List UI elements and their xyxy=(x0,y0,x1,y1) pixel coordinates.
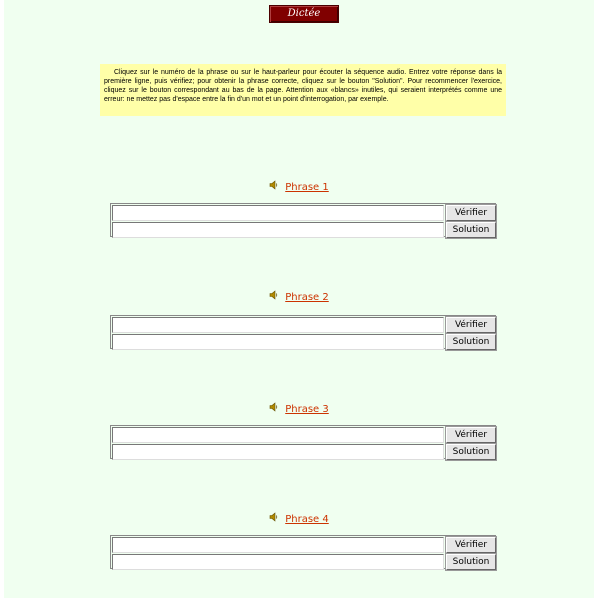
answer-row xyxy=(112,537,494,553)
phrase-1-exercise xyxy=(110,203,496,237)
phrase-1-link[interactable]: Phrase 1 xyxy=(285,182,329,193)
answer-row xyxy=(112,317,494,333)
phrase-4-header xyxy=(4,512,594,526)
phrase-1-solution-button[interactable]: Solution xyxy=(446,222,496,238)
speaker-icon[interactable] xyxy=(269,402,279,416)
phrase-4-solution-button[interactable]: Solution xyxy=(446,554,496,570)
phrase-2-link[interactable]: Phrase 2 xyxy=(285,292,329,303)
phrase-4-answer-input[interactable] xyxy=(112,537,444,553)
phrase-3-solution-button[interactable]: Solution xyxy=(446,444,496,460)
answer-row xyxy=(112,205,494,221)
page-title: Dictée xyxy=(269,5,339,23)
solution-row xyxy=(112,222,494,238)
phrase-2-solution-input[interactable] xyxy=(112,334,444,350)
solution-row xyxy=(112,554,494,570)
solution-row xyxy=(112,334,494,350)
phrase-1-answer-input[interactable] xyxy=(112,205,444,221)
phrase-4-exercise xyxy=(110,535,496,569)
speaker-icon[interactable] xyxy=(269,290,279,304)
phrase-3-exercise xyxy=(110,425,496,459)
answer-row xyxy=(112,427,494,443)
phrase-2-answer-input[interactable] xyxy=(112,317,444,333)
phrase-1-header xyxy=(4,180,594,194)
page xyxy=(4,0,594,598)
speaker-icon[interactable] xyxy=(269,180,279,194)
phrase-1-verify-button[interactable]: Vérifier xyxy=(446,205,496,221)
phrase-2-header xyxy=(4,290,594,304)
phrase-3-verify-button[interactable]: Vérifier xyxy=(446,427,496,443)
solution-row xyxy=(112,444,494,460)
phrase-3-solution-input[interactable] xyxy=(112,444,444,460)
phrase-4-solution-input[interactable] xyxy=(112,554,444,570)
phrase-4-verify-button[interactable]: Vérifier xyxy=(446,537,496,553)
instructions-box xyxy=(100,64,506,116)
phrase-1-solution-input[interactable] xyxy=(112,222,444,238)
speaker-icon[interactable] xyxy=(269,512,279,526)
phrase-3-answer-input[interactable] xyxy=(112,427,444,443)
phrase-3-header xyxy=(4,402,594,416)
phrase-2-exercise xyxy=(110,315,496,349)
phrase-2-solution-button[interactable]: Solution xyxy=(446,334,496,350)
phrase-2-verify-button[interactable]: Vérifier xyxy=(446,317,496,333)
phrase-4-link[interactable]: Phrase 4 xyxy=(285,514,329,525)
phrase-3-link[interactable]: Phrase 3 xyxy=(285,404,329,415)
instructions-text: Cliquez sur le numéro de la phrase ou sur le haut-parleur pour écouter la séquence audio. Entrez votre réponse dans la première ligne, puis vérifiez; pour obtenir la phrase correcte, cliquez sur le bouton "Solution". Pour recommencer l'exercice, cliquez sur le bouton correspondant au bas de la page. Attention aux «blancs» inutiles, qui seraient interprétés comme une erreur: ne mettez pas d'espace entre la fin d'un mot et un point d'interrogation, par exemple. xyxy=(104,69,502,103)
